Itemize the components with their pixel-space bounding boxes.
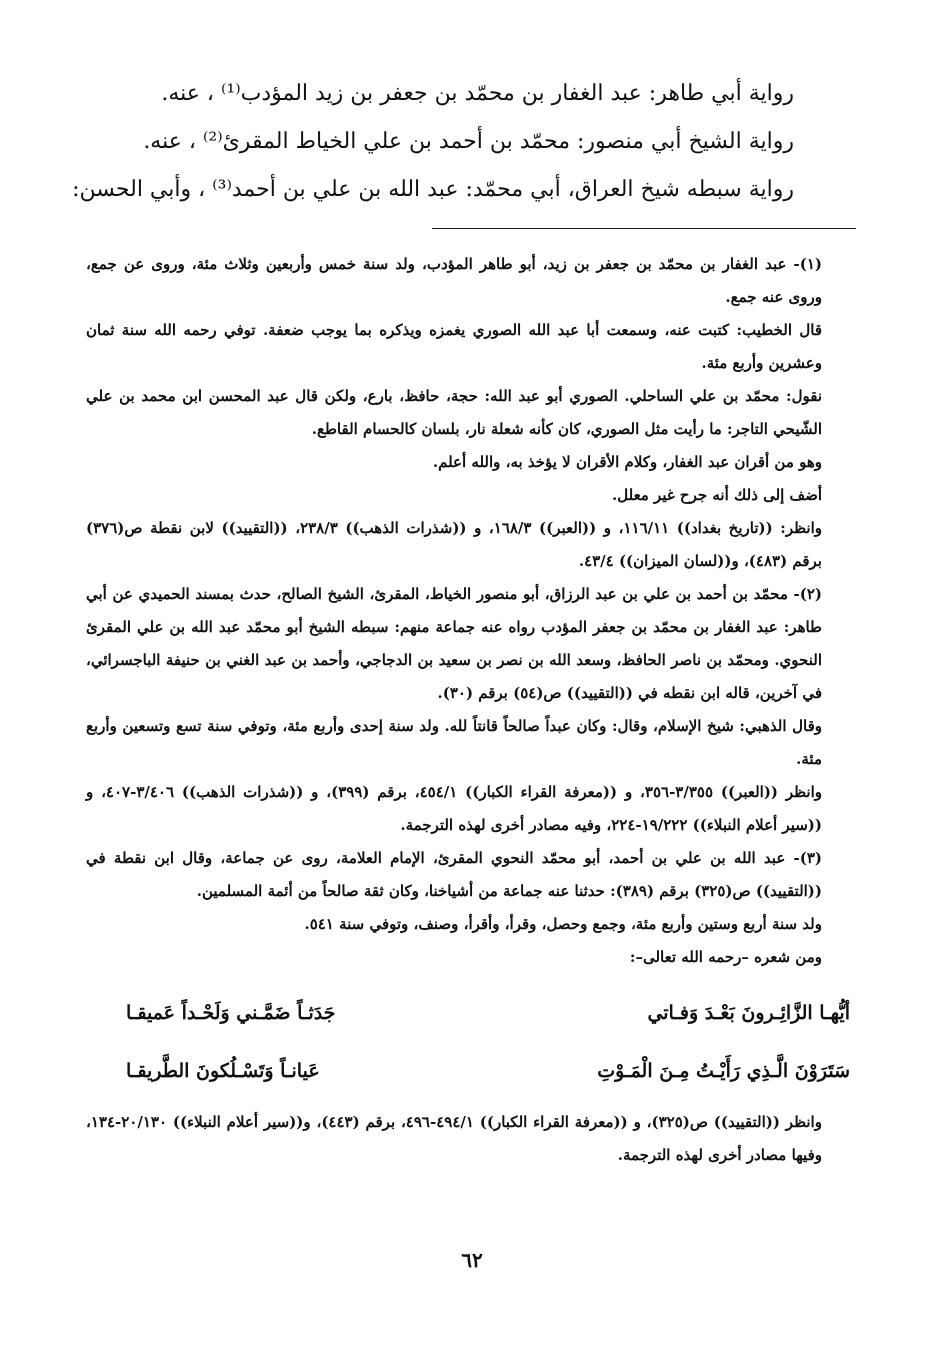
footnote-separator <box>432 228 856 229</box>
verse-first-hemistich: سَتَرَوْنَ الَّـذِي رَأَيْـتُ مِـنَ الْمَـوْتِ <box>597 1060 850 1082</box>
main-line-3: رواية سبطه شيخ العراق، أبي محمّد: عبد الله بن علي بن أحمد⁽³⁾ ، وأبي الحسن: <box>72 177 794 202</box>
verse-second-hemistich: عَيانـاً وَتَسْـلُكونَ الطَّريقـا <box>126 1060 320 1082</box>
footnote-paragraph: وهو من أقران عبد الغفار، وكلام الأقران لا يؤخذ به، والله أعلم. <box>432 453 822 471</box>
poem-verse <box>86 984 858 1042</box>
verse-first-hemistich: أيُّهـا الزَّائِـرونَ بَعْـدَ وَفـاتي <box>647 1002 850 1024</box>
footnote-paragraph: وانظر ((التقييد)) ص(٣٢٥)، و ((معرفة القراء الكبار)) ٤٩٤/١-٤٩٦، برقم (٤٤٣)، و((سير أعلام النبلاء)) ٢٠/١٣٠-١٣٤، وفيها مصادر أخرى لهذه الترجمة. <box>86 1113 822 1164</box>
main-line-1: رواية أبي طاهر: عبد الغفار بن محمّد بن جعفر بن زيد المؤدب⁽¹⁾ ، عنه. <box>161 81 794 106</box>
footnote-paragraph: (٣)- عبد الله بن علي بن أحمد، أبو محمّد النحوي المقرئ، الإمام العلامة، روى عن جماعة، وقال ابن نقطة في ((التقييد)) ص(٣٢٥) برقم (٣٨٩): حدثنا عنه جماعة من أشياخنا، وكان ثقة صالحاً من أئمة المسلمين. <box>86 849 822 900</box>
footnote-paragraph: وقال الذهبي: شيخ الإسلام، وقال: وكان عبداً صالحاً قانتاً لله. ولد سنة إحدى وأربع مئة، وتوفي سنة تسع وتسعين وأربع مئة. <box>86 717 822 768</box>
footnote-paragraph: ولد سنة أربع وستين وأربع مئة، وجمع وحصل، وقرأ، وأقرأ، وصنف، وتوفي سنة ٥٤١. <box>304 915 822 933</box>
footnotes <box>86 248 858 1172</box>
page-number: ٦٢ <box>461 1248 483 1272</box>
footnote-paragraph: قال الخطيب: كتبت عنه، وسمعت أبا عبد الله الصوري يغمزه ويذكره بما يوجب ضعفة. توفي رحمه الله سنة ثمان وعشرين وأربع مئة. <box>86 321 822 372</box>
footnote-paragraph: (١)- عبد الغفار بن محمّد بن جعفر بن زيد، أبو طاهر المؤدب، ولد سنة خمس وأربعين وثلاث مئة، وروى عن جمع، وروى عنه جمع. <box>86 255 822 306</box>
footnote-paragraph: ومن شعره –رحمه الله تعالى–: <box>629 948 822 966</box>
footnote-paragraph: وانظر: ((تاريخ بغداد)) ١١٦/١١، و ((العبر)) ١٦٨/٣، و ((شذرات الذهب)) ٢٣٨/٣، ((التقييد)) لابن نقطة ص(٣٧٦) برقم (٤٨٣)، و((لسان الميزان)) ٤٣/٤. <box>86 519 822 570</box>
poem <box>86 984 858 1100</box>
main-line-2: رواية الشيخ أبي منصور: محمّد بن أحمد بن علي الخياط المقرئ⁽²⁾ ، عنه. <box>143 129 794 154</box>
main-text <box>72 70 794 214</box>
footnote-paragraph: أضف إلى ذلك أنه جرح غير معلل. <box>612 486 822 504</box>
poem-verse <box>86 1042 858 1100</box>
footnote-paragraph: وانظر ((العبر)) ٣/٣٥٥-٣٥٦، و ((معرفة القراء الكبار)) ٤٥٤/١، برقم (٣٩٩)، و ((شذرات الذهب)) ٣/٤٠٦-٤٠٧، و ((سير أعلام النبلاء)) ١٩/٢٢٢-٢٢٤، وفيه مصادر أخرى لهذه الترجمة. <box>86 783 823 834</box>
verse-second-hemistich: جَدَثـاً ضَمَّـني وَلَحْـداً عَميقـا <box>126 1002 336 1024</box>
footnote-paragraph: (٢)- محمّد بن أحمد بن علي بن عبد الرزاق، أبو منصور الخياط، المقرئ، الشيخ الصالح، حدث بمسند الحميدي عن أبي طاهر: عبد الغفار بن محمّد بن جعفر المؤدب رواه عنه جماعة منهم: سبطه الشيخ أبو محمّد عبد الله بن علي المقرئ النحوي. ومحمّد بن ناصر الحافظ، وسعد الله بن نصر بن سعيد بن الدجاجي، وأحمد بن عبد الغني بن حنيفة الباجسرائي، في آخرين، قاله ابن نقطه في ((التقييد)) ص(٥٤) برقم (٣٠). <box>86 585 822 702</box>
footnote-paragraph: نقول: محمّد بن علي الساحلي. الصوري أبو عبد الله: حجة، حافظ، بارع، ولكن قال عبد المحسن ابن محمد بن علي الشّيحي التاجر: ما رأيت مثل الصوري، كان كأنه شعلة نار، بلسان كالحسام القاطع. <box>86 387 822 438</box>
